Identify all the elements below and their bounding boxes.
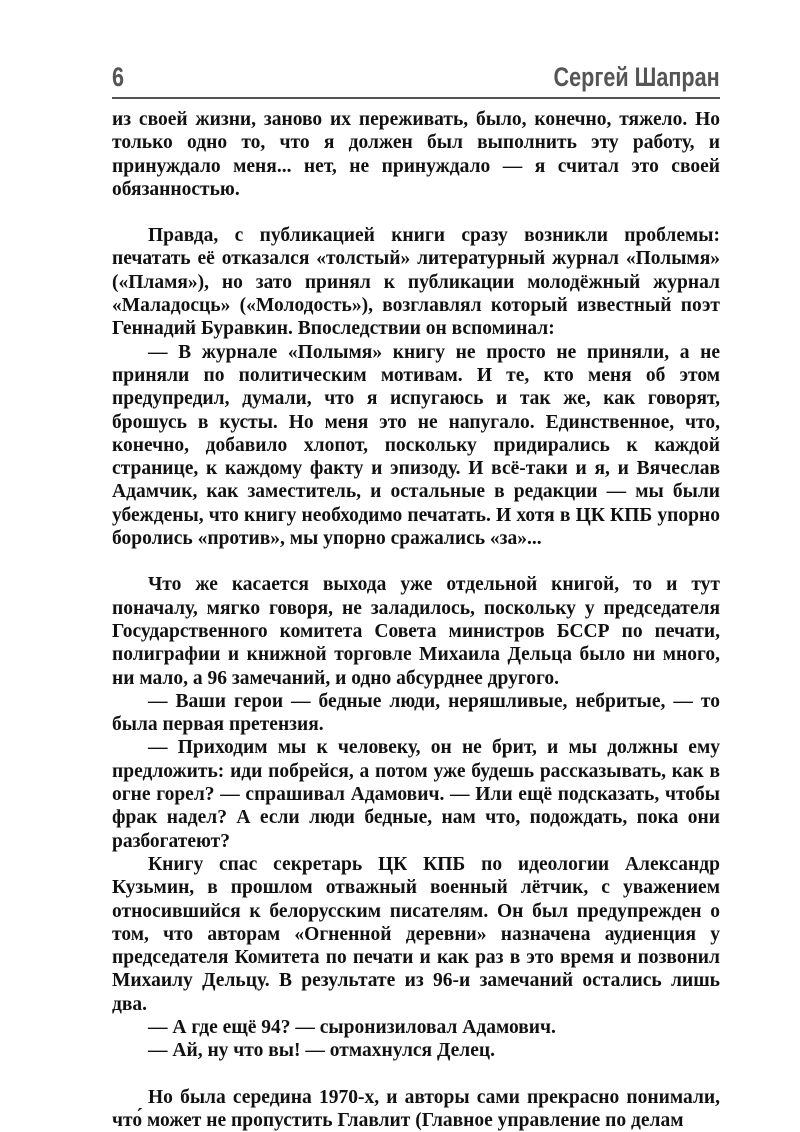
dialogue-line: — Ай, ну что вы! — отмахнулся Делец. <box>148 1040 496 1062</box>
page-number: 6 <box>112 62 125 92</box>
dialogue-line: — А где ещё 94? — сыронизиловал Адамович. <box>148 1016 556 1038</box>
dialogue-line: — Приходим мы к человеку, он не брит, и мы должны ему предложить: иди побрейся, а потом уже будешь рассказывать, как в огне горел? — спрашивал Адамович. — Или ещё подсказать, чтобы фрак надел? А если люди бедные, нам что, подождать, пока они разбогатеют? <box>112 737 720 852</box>
page-header <box>112 62 720 96</box>
paragraph: из своей жизни, заново их переживать, было, конечно, тяжело. Но только одно то, что я должен был выполнить эту работу, и принуждало меня... нет, не принуждало — я считал это своей обязанностью. <box>112 109 720 200</box>
dialogue-line: — Ваши герои — бедные люди, неряшливые, небритые, — то была первая претензия. <box>112 690 720 736</box>
paragraph: Что же касается выхода уже отдельной книгой, то и тут поначалу, мягко говоря, не заладилось, поскольку у председателя Государственного комитета Совета министров БССР по печати, полиграфии и книжной торговле Михаила Дельца было ни много, ни мало, а 96 замечаний, и одно абсурднее другого. <box>112 574 720 689</box>
paragraph: Книгу спас секретарь ЦК КПБ по идеологии Александр Кузьмин, в прошлом отважный военный лётчик, с уважением относившийся к белорусским писателям. Он был предупрежден о том, что авторам «Огненной деревни» назначена аудиенция у председателя Комитета по печати и как раз в это время и позвонил Михаилу Дельцу. В результате из 96-и замечаний остались лишь два. <box>112 853 720 1015</box>
quote-paragraph: — В журнале «Полымя» книгу не просто не приняли, а не приняли по политическим мотивам. И те, кто меня об этом предупредил, думали, что я испугаюсь и так же, как говорят, брошусь в кусты. Но меня это не напугало. Единственное, что, конечно, добавило хлопот, поскольку придирались к каждой странице, к каждому факту и эпизоду. И всё-таки и я, и Вячеслав Адамчик, как заместитель, и остальные в редакции — мы были убеждены, что книгу необходимо печатать. И хотя в ЦК КПБ упорно боролись «против», мы упорно сражались «за»... <box>112 341 720 550</box>
page-body <box>112 108 720 1132</box>
paragraph: Но была середина 1970-х, и авторы сами прекрасно понимали, что́ может не пропустить Главлит (Главное управление по делам <box>112 1086 720 1131</box>
header-rule <box>112 97 720 99</box>
paragraph: Правда, с публикацией книги сразу возникли проблемы: печатать её отказался «толстый» литературный журнал «Полымя» («Пламя»), но зато принял к публикации молодёжный журнал «Маладосць» («Молодость»), возглавлял который известный поэт Геннадий Буравкин. Впоследствии он вспоминал: <box>112 225 720 340</box>
running-head-author: Сергей Шапран <box>553 62 720 92</box>
